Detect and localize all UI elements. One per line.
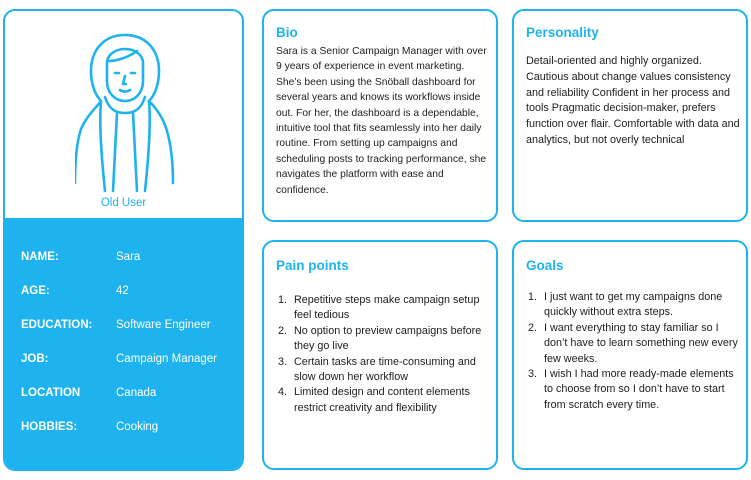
item-number: 1. [528, 291, 538, 303]
personality-card [512, 9, 748, 222]
list-item [278, 293, 488, 324]
goals-title: Goals [526, 258, 564, 273]
item-text: Repetitive steps make campaign setup feel tedious [294, 294, 480, 322]
field-value: Cooking [116, 421, 159, 433]
pain-points-card [262, 240, 498, 470]
avatar-area [5, 11, 242, 218]
personality-text: Detail-oriented and highly organized. Cautious about change values consistency and reliability Confident in her process and tools Pragmatic decision-maker, prefers function over flair. Comfortable with data and analytics, but not overly technical [526, 55, 740, 146]
field-label: NAME: [21, 251, 59, 263]
item-number: 4. [278, 386, 288, 399]
item-number: 2. [528, 321, 538, 334]
goals-list [528, 290, 738, 413]
item-text: No option to preview campaigns before they go live [294, 324, 482, 353]
field-value: Software Engineer [116, 319, 211, 331]
list-item [278, 324, 488, 355]
item-number: 3. [278, 355, 288, 368]
profile-field-hobbies [21, 421, 234, 441]
profile-field-job [21, 353, 234, 373]
field-label: JOB: [21, 353, 49, 365]
item-text: I just want to get my campaigns done quickly without extra steps. [544, 291, 723, 319]
bio-title: Bio [276, 25, 298, 40]
field-label: EDUCATION: [21, 319, 93, 331]
field-value: Sara [116, 251, 141, 263]
field-label: HOBBIES: [21, 421, 78, 433]
personality-title: Personality [526, 25, 599, 40]
item-number: 1. [278, 294, 288, 306]
list-item [528, 290, 738, 321]
bio-text: Sara is a Senior Campaign Manager with over 9 years of experience in event marketing. She’s been using the Snöball dashboard for several years and knows its workflows inside out. For her, the dashboard is a dependable, intuitive tool that fits seamlessly into her daily routine. From setting up campaigns and scheduling posts to tracking performance, she navigates the platform with ease and confidence. [276, 46, 487, 196]
list-item [528, 367, 738, 413]
list-item [278, 355, 488, 386]
profile-field-location [21, 387, 234, 407]
field-value: Canada [116, 387, 157, 399]
list-item [528, 321, 738, 367]
profile-info-panel [5, 218, 242, 471]
user-type-label: Old User [100, 197, 147, 209]
profile-field-education [21, 319, 234, 339]
bio-card [262, 9, 498, 222]
goals-card [512, 240, 748, 470]
field-label: LOCATION [21, 387, 81, 399]
item-text: Limited design and content elements restrict creativity and flexibility [294, 386, 470, 414]
item-text: I want everything to stay familiar so I don’t have to learn something new every few weeks. [544, 321, 738, 365]
profile-card [3, 9, 244, 471]
item-number: 2. [278, 324, 288, 337]
item-number: 3. [528, 368, 538, 381]
profile-field-age [21, 285, 234, 305]
pain-points-title: Pain points [276, 258, 349, 273]
field-value: 42 [116, 285, 129, 297]
avatar-icon [75, 33, 175, 193]
item-text: I wish I had more ready-made elements to choose from so I don’t have to start from scratch every time. [544, 368, 734, 411]
field-value: Campaign Manager [116, 353, 218, 365]
pain-points-list [278, 293, 488, 416]
field-label: AGE: [21, 285, 50, 297]
profile-field-name [21, 251, 234, 271]
list-item [278, 385, 488, 416]
item-text: Certain tasks are time-consuming and slow down her workflow [294, 355, 476, 384]
